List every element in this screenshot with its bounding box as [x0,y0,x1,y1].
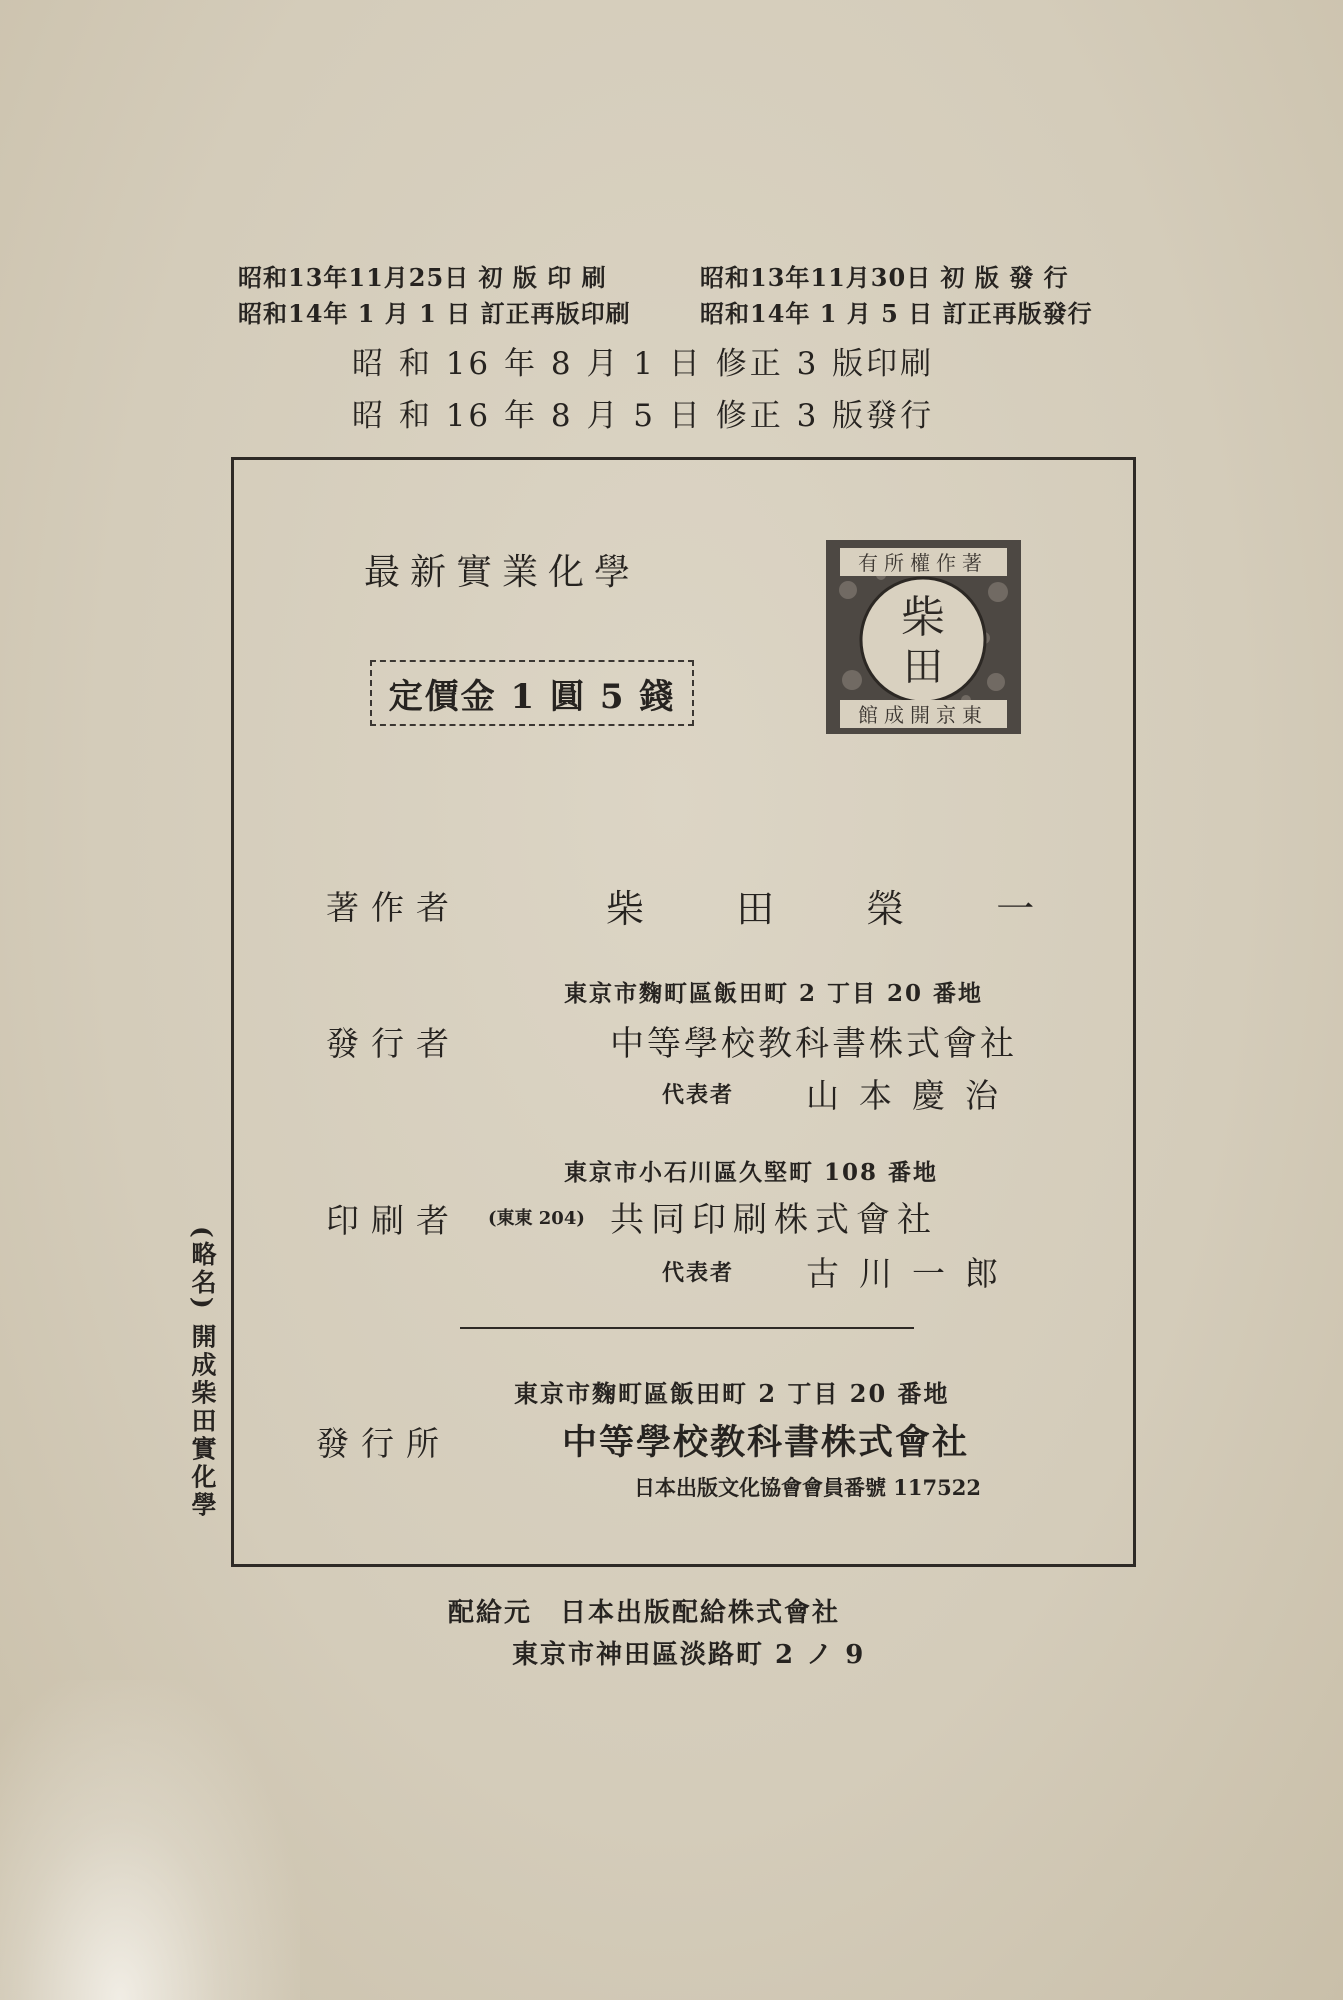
author-label: 著作者 [326,888,461,927]
first-publish-date: 昭和13年11月30日 初 版 發 行 [700,263,1069,292]
seal-top-text: 有所權作著 [858,551,988,575]
author-name: 柴 田 榮 一 [606,887,1075,931]
first-print-date: 昭和13年11月25日 初 版 印 刷 [238,263,607,292]
publisher-rep-name: 山本慶治 [806,1076,1018,1115]
price-label: 定價金 1 圓 5 錢 [388,676,676,717]
publishing-house-address: 東京市麴町區飯田町 2 丁目 20 番地 [514,1379,950,1408]
price-box [370,660,694,726]
publisher-label: 發行者 [326,1024,461,1063]
copyright-seal [826,540,1021,734]
third-edition-print-date: 昭 和 16 年 8 月 1 日 修正 3 版印刷 [352,346,935,382]
book-title: 最新實業化學 [364,552,641,593]
printer-address: 東京市小石川區久堅町 108 番地 [564,1159,939,1186]
abbreviated-title: (略名) 開成柴田實化學 [188,1226,217,1520]
seal-bottom-text: 館成開京東 [858,703,988,727]
distributor-address: 東京市神田區淡路町 2 ノ 9 [512,1640,866,1670]
colophon-frame [231,457,1136,1567]
printer-rep-label: 代表者 [662,1260,735,1286]
page-wear [0,1680,300,2000]
revised-print-date: 昭和14年 1 月 1 日 訂正再版印刷 [238,299,631,328]
seal-graphic [826,540,1021,734]
member-number: 日本出版文化協會會員番號 117522 [634,1475,981,1500]
publishing-house-label: 發行所 [316,1424,451,1463]
printer-company: 共同印刷株式會社 [610,1200,938,1240]
distributor: 配給元 日本出版配給株式會社 [448,1598,841,1628]
divider-line [460,1327,914,1329]
printer-label: 印刷者 [326,1201,461,1240]
publishing-house-company: 中等學校教科書株式會社 [562,1422,970,1463]
printer-code: (東東 204) [488,1208,585,1229]
seal-center-text-2: 田 [903,644,943,690]
seal-center-text: 柴 [901,592,945,643]
publisher-rep-label: 代表者 [662,1082,735,1108]
revised-publish-date: 昭和14年 1 月 5 日 訂正再版發行 [700,299,1093,328]
printer-rep-name: 古川一郎 [806,1254,1018,1293]
publisher-company: 中等學校教科書株式會社 [610,1024,1017,1064]
third-edition-publish-date: 昭 和 16 年 8 月 5 日 修正 3 版發行 [352,398,935,434]
publisher-address: 東京市麴町區飯田町 2 丁目 20 番地 [564,980,984,1007]
